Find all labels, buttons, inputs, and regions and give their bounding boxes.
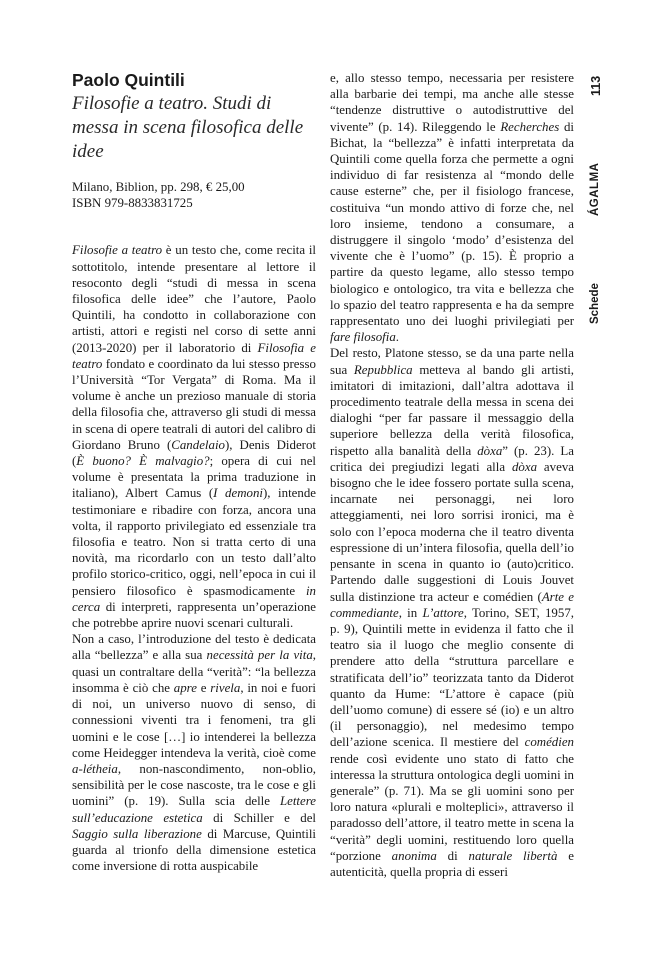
italic-span: rivela	[210, 680, 241, 695]
publication-info	[72, 179, 316, 211]
left-column	[72, 70, 316, 874]
italic-span: L’attore	[422, 605, 464, 620]
right-column	[330, 70, 574, 880]
book-author: Paolo Quintili	[72, 70, 185, 90]
italic-span: in cerca	[72, 583, 316, 614]
journal-name: ÁGALMA	[589, 162, 601, 216]
italic-span: naturale libertà	[468, 848, 558, 863]
publisher-line: Milano, Biblion, pp. 298, € 25,00	[72, 180, 245, 194]
italic-span: anonima	[391, 848, 437, 863]
italic-span: Candelaio	[171, 437, 225, 452]
running-head	[585, 66, 607, 324]
italic-span: Filosofia e teatro	[72, 340, 316, 371]
italic-span: dòxa	[511, 459, 538, 474]
book-title: Filosofie a teatro. Studi di messa in scena filosofica delle idee	[72, 93, 304, 162]
italic-span: Recherches	[500, 119, 560, 134]
left-body	[72, 242, 316, 874]
page-number: 113	[589, 75, 603, 96]
italic-span: fare filosofia	[330, 330, 396, 345]
italic-span: Lettere sull’educazione estetica	[72, 794, 316, 825]
italic-span: a-létheia	[72, 761, 118, 776]
italic-span: Saggio sulla liberazione	[72, 826, 202, 841]
italic-span: È buono? È malvagio?	[76, 454, 210, 469]
paragraph: Filosofie a teatro è un testo che, come recita il sottotitolo, intende presentare al lettore il resoconto degli “studi di messa in scena filosofica delle idee” che l’autore, Paolo Quintili, ha condotto in collaborazione con artisti, attori e registi nel corso di sette anni (2013-2020) per il laboratorio di Filosofia e teatro fondato e coordinato da lui stesso presso l’Università “Tor Vergata” di Roma. Ma il volume è anche un prezioso manuale di storia della filosofia che, attraverso gli studi di messa in scena di opere teatrali di autori del calibro di Giordano Bruno (Candelaio), Denis Diderot (È buono? È malvagio?; opera di cui nel volume è presentata la prima traduzione in italiano), Albert Camus (I demoni), intende testimoniare e ribadire con forza, ancora una volta, il rapporto privilegiato ed essenziale tra filosofia e teatro. Non si tratta certo di una novità, ma ricordarlo con un testo dall’alto profilo storico-critico, oggi, nell’epoca in cui il pensiero filosofico è spasmodicamente in cerca di interpreti, rappresenta un’operazione che potrebbe aprire nuovi scenari culturali.	[72, 243, 316, 631]
paragraph: Del resto, Platone stesso, se da una parte nella sua Repubblica metteva al bando gli artisti, imitatori di imitazioni, dall’altra adottava il procedimento teatrale della messa in scena dei dialoghi “per far passare il messaggio della superiore bellezza della verità filosofica, rispetto alla banalità della dòxa” (p. 23). La critica dei pregiudizi legati alla dòxa aveva bisogno che le idee fossero portate sulla scena, incarnate nei personaggi, nei loro atteggiamenti, nei loro sorrisi ironici, ma è solo con l’epoca moderna che il teatro diventa espressione di un’intera filosofia, quella dell’io pensante in scena in quanto io (auto)critico. Partendo dalle suggestioni di Louis Jouvet sulla distinzione tra acteur e comédien (Arte e commediante, in L’attore, Torino, SET, 1957, p. 9), Quintili mette in evidenza il fatto che il teatro sia il luogo che meglio consente di prendere atto della “struttura parcellare e stratificata dell’io” teorizzata tanto da Diderot quanto da Hume: “L’attore è capace (più dell’uomo comune) di essere sé (io) e un altro (il personaggio), nel medesimo tempo dell’azione scenica. Il mestiere del comédien rende così evidente uno stato di fatto che interessa la struttura ontologica degli uomini in generale” (p. 71). Ma se gli uomini sono per loro natura «plurali e molteplici», attraverso il paradosso dell’attore, il teatro mette in scena la “verità” degli uomini, restituendo loro quella “porzione anonima di naturale libertà e autenticità, quella propria di esseri	[330, 346, 575, 879]
italic-span: I demoni	[213, 486, 263, 501]
italic-span: dòxa	[477, 443, 503, 458]
italic-span: necessità per la vita	[206, 648, 313, 663]
paragraph: Non a caso, l’introduzione del testo è dedicata alla “bellezza” e alla sua necessità per la vita, quasi un contraltare della “verità”: “la bellezza insomma è ciò che apre e rivela, in noi e fuori di noi, un universo nuovo di senso, di connessioni viventi tra i fenomeni, tra gli uomini e le cose […] io intenderei la bellezza come Heidegger intendeva la verità, cioè come a-létheia, non-nascondimento, non-oblio, sensibilità per le cose nascoste, tra le cose e gli uomini” (p. 19). Sulla scia delle Lettere sull’educazione estetica di Schiller e del Saggio sulla liberazione di Marcuse, Quintili guarda al trionfo della dimensione estetica come inversione di rotta auspicabile	[72, 632, 317, 874]
italic-span: Filosofie a teatro	[72, 243, 163, 258]
italic-span: Arte e commediante	[330, 589, 575, 620]
paragraph: e, allo stesso tempo, necessaria per resistere alla barbarie dei tempi, ma anche alle stesse “tendenze distruttive o autodistruttive del vivente” (p. 14). Rileggendo le Recherches di Bichat, la “bellezza” è infatti interpretata da Quintili come quella forza che permette a ogni individuo di far resistenza al “mondo delle cause esterne” che, per il fisiologo francese, costituiva “un mondo attivo di forze che, nel loro insieme, tendono a consumare, a distruggere il singolo ‘modo’ d’esistenza del vivente che è l’uomo” (p. 15). È proprio a partire da questo legame, allo stesso tempo biologico e ontologico, tra vita e bellezza che lo spazio del teatro rappresenta e ha da sempre rappresentato uno dei luoghi privilegiati per fare filosofia.	[330, 71, 574, 345]
italic-span: apre	[173, 680, 197, 695]
italic-span: comédien	[524, 735, 574, 750]
section-name: Schede	[589, 283, 601, 324]
isbn-line: ISBN 979-8833831725	[72, 196, 193, 211]
italic-span: Repubblica	[353, 362, 413, 377]
